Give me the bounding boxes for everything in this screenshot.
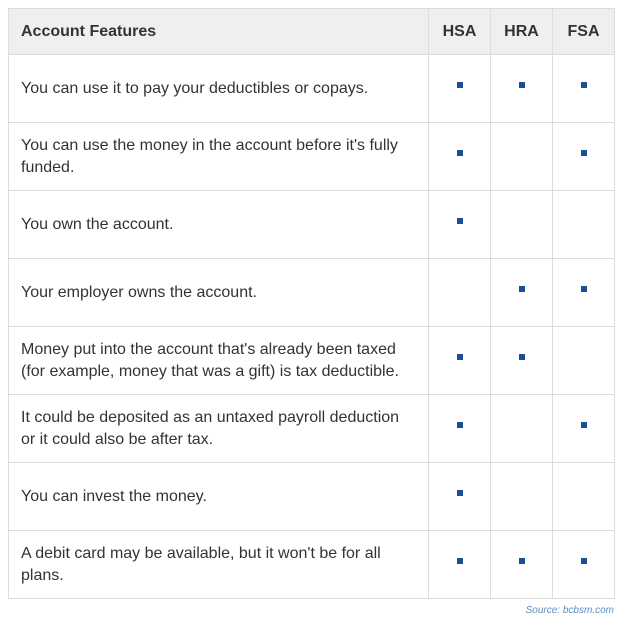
- feature-cell: You can invest the money.: [9, 463, 429, 531]
- feature-cell: You own the account.: [9, 191, 429, 259]
- table-row: [9, 463, 615, 531]
- fsa-cell: [553, 463, 615, 531]
- checkmark-square-icon: [519, 558, 525, 564]
- fsa-cell: [553, 327, 615, 395]
- checkmark-square-icon: [581, 82, 587, 88]
- fsa-cell: [553, 123, 615, 191]
- table-row: [9, 531, 615, 599]
- checkmark-square-icon: [457, 354, 463, 360]
- hra-cell: [491, 259, 553, 327]
- hsa-cell: [429, 259, 491, 327]
- checkmark-square-icon: [457, 422, 463, 428]
- feature-cell: A debit card may be available, but it won't be for all plans.: [9, 531, 429, 599]
- hra-cell: [491, 395, 553, 463]
- header-account-features: Account Features: [9, 9, 429, 55]
- checkmark-square-icon: [457, 82, 463, 88]
- table-row: [9, 191, 615, 259]
- source-note: Source: bcbsm.com: [525, 605, 614, 616]
- feature-cell: You can use it to pay your deductibles or copays.: [9, 55, 429, 123]
- table-row: [9, 55, 615, 123]
- checkmark-square-icon: [457, 490, 463, 496]
- hra-cell: [491, 531, 553, 599]
- hsa-cell: [429, 463, 491, 531]
- feature-cell: It could be deposited as an untaxed payroll deduction or it could also be after tax.: [9, 395, 429, 463]
- checkmark-square-icon: [581, 286, 587, 292]
- header-hra: HRA: [491, 9, 553, 55]
- checkmark-square-icon: [581, 558, 587, 564]
- hra-cell: [491, 327, 553, 395]
- fsa-cell: [553, 259, 615, 327]
- table-row: [9, 395, 615, 463]
- fsa-cell: [553, 395, 615, 463]
- table-header: [9, 9, 615, 55]
- account-features-table-wrapper: [8, 8, 614, 599]
- hsa-cell: [429, 191, 491, 259]
- table-row: [9, 259, 615, 327]
- account-features-table: [8, 8, 615, 599]
- hra-cell: [491, 55, 553, 123]
- hsa-cell: [429, 55, 491, 123]
- feature-cell: Money put into the account that's already been taxed (for example, money that was a gift) is tax deductible.: [9, 327, 429, 395]
- feature-cell: Your employer owns the account.: [9, 259, 429, 327]
- table-row: [9, 123, 615, 191]
- fsa-cell: [553, 55, 615, 123]
- header-hsa: HSA: [429, 9, 491, 55]
- fsa-cell: [553, 191, 615, 259]
- hra-cell: [491, 123, 553, 191]
- table-row: [9, 327, 615, 395]
- feature-cell: You can use the money in the account before it's fully funded.: [9, 123, 429, 191]
- checkmark-square-icon: [519, 82, 525, 88]
- table-body: [9, 55, 615, 599]
- hsa-cell: [429, 123, 491, 191]
- checkmark-square-icon: [519, 286, 525, 292]
- header-fsa: FSA: [553, 9, 615, 55]
- hsa-cell: [429, 327, 491, 395]
- header-row: [9, 9, 615, 55]
- checkmark-square-icon: [581, 422, 587, 428]
- checkmark-square-icon: [457, 150, 463, 156]
- fsa-cell: [553, 531, 615, 599]
- hra-cell: [491, 191, 553, 259]
- checkmark-square-icon: [519, 354, 525, 360]
- hsa-cell: [429, 395, 491, 463]
- checkmark-square-icon: [581, 150, 587, 156]
- checkmark-square-icon: [457, 218, 463, 224]
- checkmark-square-icon: [457, 558, 463, 564]
- hsa-cell: [429, 531, 491, 599]
- hra-cell: [491, 463, 553, 531]
